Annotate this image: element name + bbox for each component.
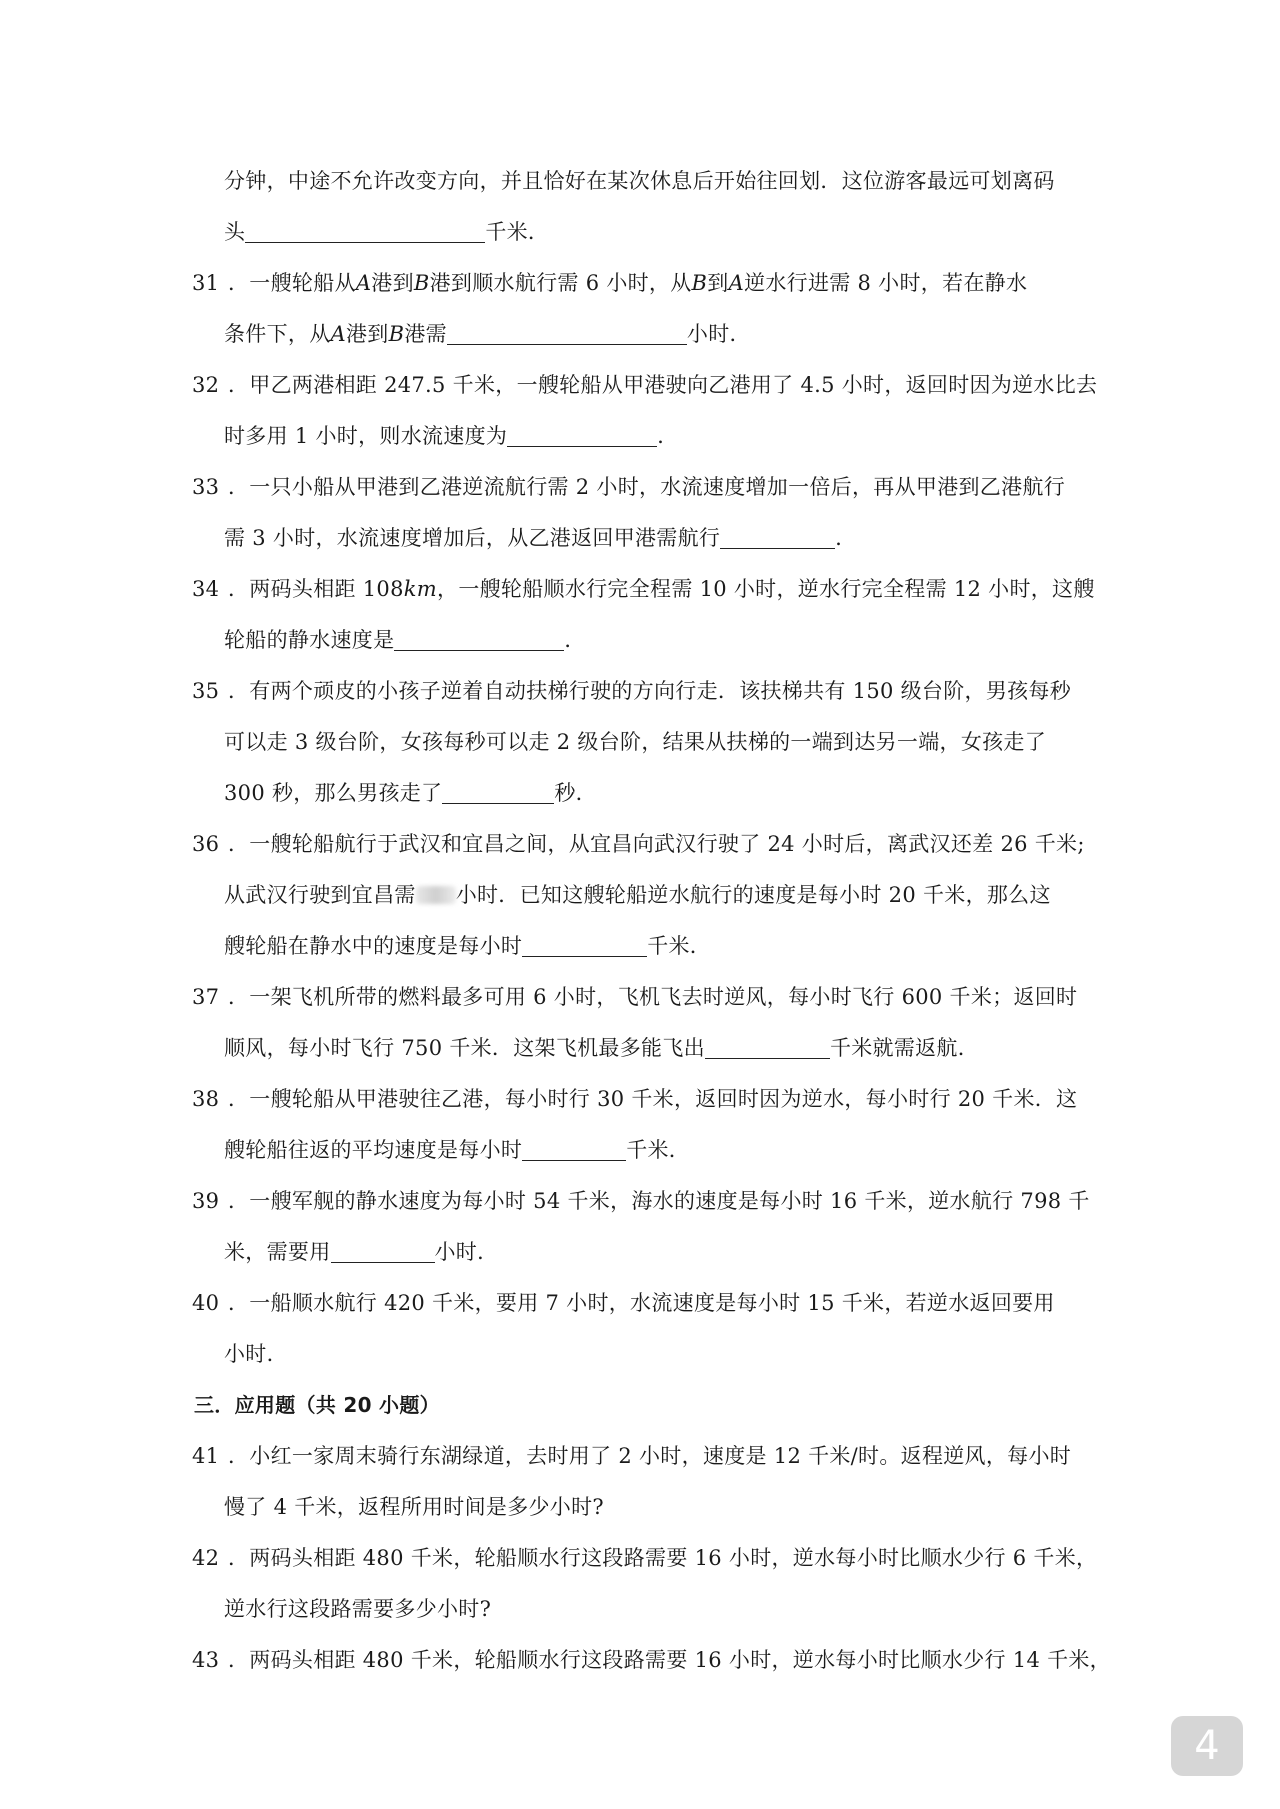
question-42-line-2: 逆水行这段路需要多少小时? xyxy=(224,1597,492,1621)
question-37-line-1: 37 ．一架飞机所带的燃料最多可用 6 小时，飞机飞去时逆风，每小时飞行 600 千米；返回时 xyxy=(192,982,1077,1012)
answer-blank[interactable] xyxy=(522,934,647,957)
answer-blank[interactable] xyxy=(720,526,835,549)
question-number: 39 xyxy=(192,1189,220,1213)
blurred-region xyxy=(416,886,456,904)
question-37-line-2: 顺风，每小时飞行 750 千米．这架飞机最多能飞出 千米就需返航． xyxy=(224,1036,980,1060)
answer-blank[interactable] xyxy=(507,424,657,447)
question-number: 34 xyxy=(192,577,220,601)
question-33-line-2: 需 3 小时，水流速度增加后，从乙港返回甲港需航行 ． xyxy=(224,526,857,550)
question-35-line-3: 300 秒，那么男孩走了 秒． xyxy=(224,781,597,805)
question-41-line-2: 慢了 4 千米，返程所用时间是多少小时? xyxy=(224,1495,604,1519)
answer-blank[interactable] xyxy=(394,628,564,651)
q30-line-2: 头 千米． xyxy=(224,220,550,244)
question-number: 33 xyxy=(192,475,220,499)
question-number: 40 xyxy=(192,1291,220,1315)
question-31-line-1: 31 ．一艘轮船从A港到B港到顺水航行需 6 小时，从B到A逆水行进需 8 小时，若在静水 xyxy=(192,268,1027,298)
question-31-line-2: 条件下，从A港到B港需 小时． xyxy=(224,322,751,346)
question-number: 35 xyxy=(192,679,220,703)
question-38-line-1: 38 ．一艘轮船从甲港驶往乙港，每小时行 30 千米，返回时因为逆水，每小时行 20 千米．这 xyxy=(192,1084,1077,1114)
question-39-line-2: 米，需要用 小时． xyxy=(224,1240,499,1264)
question-40-line-1: 40 ．一船顺水航行 420 千米，要用 7 小时，水流速度是每小时 15 千米，若逆水返回要用 xyxy=(192,1288,1055,1318)
question-number: 38 xyxy=(192,1087,220,1111)
question-34-line-1: 34 ．两码头相距 108km，一艘轮船顺水行完全程需 10 小时，逆水行完全程需 12 小时，这艘 xyxy=(192,574,1095,604)
question-34-line-2: 轮船的静水速度是 ． xyxy=(224,628,586,652)
section-heading: 三．应用题（共 20 小题） xyxy=(194,1393,440,1417)
question-33-line-1: 33 ．一只小船从甲港到乙港逆流航行需 2 小时，水流速度增加一倍后，再从甲港到乙港航行 xyxy=(192,472,1065,502)
answer-blank[interactable] xyxy=(447,322,687,345)
page-number-badge: 4 xyxy=(1171,1716,1243,1776)
question-number: 37 xyxy=(192,985,220,1009)
question-number: 43 xyxy=(192,1648,220,1672)
question-32-line-2: 时多用 1 小时，则水流速度为 ． xyxy=(224,424,679,448)
question-36-line-3: 艘轮船在静水中的速度是每小时 千米． xyxy=(224,934,712,958)
q30-line-1: 分钟，中途不允许改变方向，并且恰好在某次休息后开始往回划．这位游客最远可划离码 xyxy=(224,169,1055,193)
question-number: 42 xyxy=(192,1546,220,1570)
question-36-line-1: 36 ．一艘轮船航行于武汉和宜昌之间，从宜昌向武汉行驶了 24 小时后，离武汉还差 26 千米; xyxy=(192,829,1085,859)
answer-blank[interactable] xyxy=(442,781,554,804)
question-number: 32 xyxy=(192,373,220,397)
question-number: 41 xyxy=(192,1444,220,1468)
question-number: 31 xyxy=(192,271,220,295)
question-36-line-2: 从武汉行驶到宜昌需 小时．已知这艘轮船逆水航行的速度是每小时 20 千米，那么这 xyxy=(224,883,1051,907)
answer-blank[interactable] xyxy=(522,1138,626,1161)
question-35-line-1: 35 ．有两个顽皮的小孩子逆着自动扶梯行驶的方向行走．该扶梯共有 150 级台阶，男孩每秒 xyxy=(192,676,1071,706)
question-number: 36 xyxy=(192,832,220,856)
question-42-line-1: 42 ．两码头相距 480 千米，轮船顺水行这段路需要 16 小时，逆水每小时比顺水少行 6 千米， xyxy=(192,1543,1097,1573)
question-40-line-2: 小时． xyxy=(224,1342,288,1366)
question-38-line-2: 艘轮船往返的平均速度是每小时 千米． xyxy=(224,1138,691,1162)
question-32-line-1: 32 ．甲乙两港相距 247.5 千米，一艘轮船从甲港驶向乙港用了 4.5 小时，返回时因为逆水比去 xyxy=(192,370,1097,400)
question-35-line-2: 可以走 3 级台阶，女孩每秒可以走 2 级台阶，结果从扶梯的一端到达另一端，女孩走了 xyxy=(224,730,1047,754)
question-43-line-1: 43 ．两码头相距 480 千米，轮船顺水行这段路需要 16 小时，逆水每小时比顺水少行 14 千米， xyxy=(192,1645,1111,1675)
answer-blank[interactable] xyxy=(245,220,485,243)
question-41-line-1: 41 ．小红一家周末骑行东湖绿道，去时用了 2 小时，速度是 12 千米/时。返程逆风，每小时 xyxy=(192,1441,1071,1471)
answer-blank[interactable] xyxy=(331,1240,435,1263)
answer-blank[interactable] xyxy=(705,1036,830,1059)
question-39-line-1: 39 ．一艘军舰的静水速度为每小时 54 千米，海水的速度是每小时 16 千米，逆水航行 798 千 xyxy=(192,1186,1090,1216)
